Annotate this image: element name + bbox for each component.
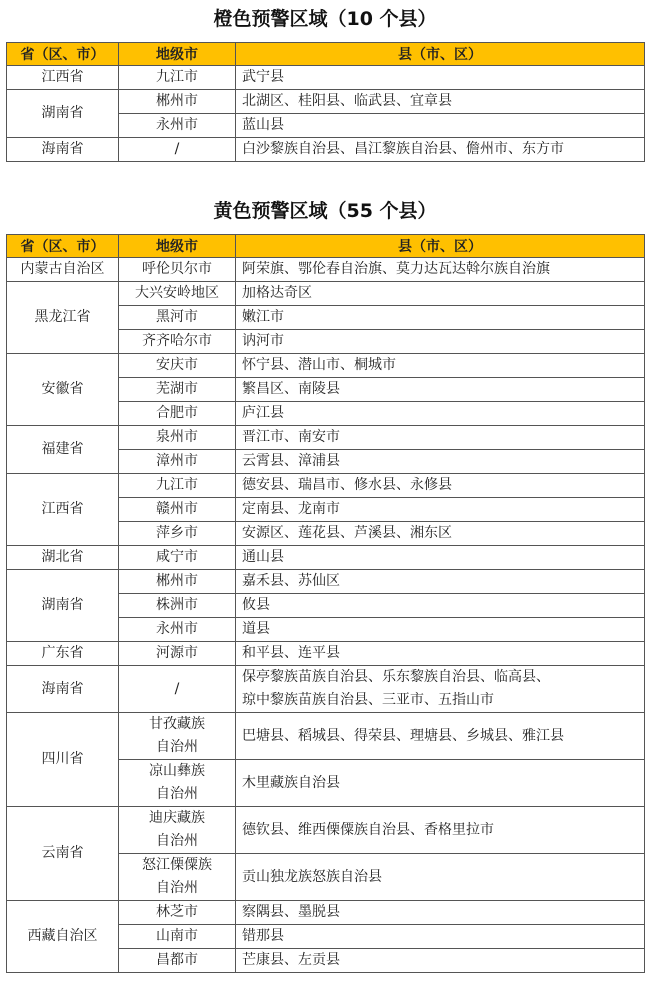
table-header-row xyxy=(7,235,645,258)
header-counties: 县（市、区） xyxy=(236,43,645,66)
counties-cell: 阿荣旗、鄂伦春自治旗、莫力达瓦达斡尔族自治旗 xyxy=(236,258,645,282)
city-cell xyxy=(119,807,236,854)
counties-cell: 攸县 xyxy=(236,594,645,618)
table-row xyxy=(7,474,645,498)
city-cell: 安庆市 xyxy=(119,354,236,378)
yellow-title: 黄色预警区域（55 个县） xyxy=(213,200,437,222)
city-cell xyxy=(119,854,236,901)
counties-cell: 木里藏族自治县 xyxy=(236,760,645,807)
city-line: 甘孜藏族 xyxy=(149,716,205,732)
province-cell: 广东省 xyxy=(7,642,119,666)
orange-title: 橙色预警区域（10 个县） xyxy=(213,8,437,30)
city-cell: 芜湖市 xyxy=(119,378,236,402)
city-cell: 永州市 xyxy=(119,114,236,138)
city-cell: / xyxy=(119,666,236,713)
city-cell: 萍乡市 xyxy=(119,522,236,546)
city-cell xyxy=(119,713,236,760)
city-cell: / xyxy=(119,138,236,162)
province-cell: 福建省 xyxy=(7,426,119,474)
city-cell: 九江市 xyxy=(119,474,236,498)
counties-cell: 德安县、瑞昌市、修水县、永修县 xyxy=(236,474,645,498)
counties-cell: 贡山独龙族怒族自治县 xyxy=(236,854,645,901)
counties-cell: 定南县、龙南市 xyxy=(236,498,645,522)
counties-cell: 德钦县、维西傈僳族自治县、香格里拉市 xyxy=(236,807,645,854)
counties-cell: 嘉禾县、苏仙区 xyxy=(236,570,645,594)
province-cell: 江西省 xyxy=(7,66,119,90)
header-province: 省（区、市） xyxy=(7,43,119,66)
province-cell: 内蒙古自治区 xyxy=(7,258,119,282)
counties-cell: 通山县 xyxy=(236,546,645,570)
counties-cell: 巴塘县、稻城县、得荣县、理塘县、乡城县、雅江县 xyxy=(236,713,645,760)
city-cell: 呼伦贝尔市 xyxy=(119,258,236,282)
city-line: 怒江傈僳族 xyxy=(142,857,212,873)
counties-cell: 白沙黎族自治县、昌江黎族自治县、儋州市、东方市 xyxy=(236,138,645,162)
province-cell: 黑龙江省 xyxy=(7,282,119,354)
counties-cell: 繁昌区、南陵县 xyxy=(236,378,645,402)
header-province: 省（区、市） xyxy=(7,235,119,258)
counties-cell: 道县 xyxy=(236,618,645,642)
table-row xyxy=(7,282,645,306)
counties-cell: 加格达奇区 xyxy=(236,282,645,306)
city-cell: 泉州市 xyxy=(119,426,236,450)
province-cell: 江西省 xyxy=(7,474,119,546)
city-line: 自治州 xyxy=(156,739,198,755)
city-cell: 赣州市 xyxy=(119,498,236,522)
counties-cell: 武宁县 xyxy=(236,66,645,90)
table-row xyxy=(7,354,645,378)
province-cell: 湖南省 xyxy=(7,570,119,642)
table-row xyxy=(7,90,645,114)
table-row xyxy=(7,901,645,925)
city-cell: 株洲市 xyxy=(119,594,236,618)
province-cell: 西藏自治区 xyxy=(7,901,119,973)
header-city: 地级市 xyxy=(119,235,236,258)
orange-warning-table xyxy=(6,42,645,162)
yellow-warning-table xyxy=(6,234,645,973)
counties-line: 保亭黎族苗族自治县、乐东黎族自治县、临高县、 xyxy=(242,669,550,685)
table-row xyxy=(7,642,645,666)
counties-cell: 北湖区、桂阳县、临武县、宜章县 xyxy=(236,90,645,114)
city-cell: 黑河市 xyxy=(119,306,236,330)
counties-cell: 嫩江市 xyxy=(236,306,645,330)
city-cell: 林芝市 xyxy=(119,901,236,925)
city-cell: 漳州市 xyxy=(119,450,236,474)
city-cell: 郴州市 xyxy=(119,90,236,114)
city-cell: 永州市 xyxy=(119,618,236,642)
table-row xyxy=(7,546,645,570)
counties-cell: 晋江市、南安市 xyxy=(236,426,645,450)
counties-cell: 芒康县、左贡县 xyxy=(236,949,645,973)
table-row xyxy=(7,570,645,594)
counties-cell: 怀宁县、潜山市、桐城市 xyxy=(236,354,645,378)
city-cell: 大兴安岭地区 xyxy=(119,282,236,306)
city-line: 迪庆藏族 xyxy=(149,810,205,826)
province-cell: 海南省 xyxy=(7,666,119,713)
province-cell: 湖北省 xyxy=(7,546,119,570)
province-cell: 湖南省 xyxy=(7,90,119,138)
city-cell: 咸宁市 xyxy=(119,546,236,570)
table-row xyxy=(7,138,645,162)
province-cell: 海南省 xyxy=(7,138,119,162)
header-counties: 县（市、区） xyxy=(236,235,645,258)
table-row xyxy=(7,666,645,713)
city-line: 自治州 xyxy=(156,880,198,896)
counties-cell: 庐江县 xyxy=(236,402,645,426)
table-row xyxy=(7,258,645,282)
city-line: 自治州 xyxy=(156,786,198,802)
counties-cell: 和平县、连平县 xyxy=(236,642,645,666)
table-row xyxy=(7,807,645,854)
city-cell: 河源市 xyxy=(119,642,236,666)
counties-cell: 云霄县、漳浦县 xyxy=(236,450,645,474)
city-cell: 合肥市 xyxy=(119,402,236,426)
city-cell: 昌都市 xyxy=(119,949,236,973)
city-line: 凉山彝族 xyxy=(149,763,205,779)
city-cell: 齐齐哈尔市 xyxy=(119,330,236,354)
counties-cell: 安源区、莲花县、芦溪县、湘东区 xyxy=(236,522,645,546)
counties-cell: 蓝山县 xyxy=(236,114,645,138)
city-cell xyxy=(119,760,236,807)
table-row xyxy=(7,426,645,450)
city-cell: 九江市 xyxy=(119,66,236,90)
city-cell: 山南市 xyxy=(119,925,236,949)
counties-line: 琼中黎族苗族自治县、三亚市、五指山市 xyxy=(242,692,494,708)
table-header-row xyxy=(7,43,645,66)
province-cell: 安徽省 xyxy=(7,354,119,426)
counties-cell: 察隅县、墨脱县 xyxy=(236,901,645,925)
table-row xyxy=(7,66,645,90)
province-cell: 云南省 xyxy=(7,807,119,901)
counties-cell: 错那县 xyxy=(236,925,645,949)
header-city: 地级市 xyxy=(119,43,236,66)
counties-cell: 讷河市 xyxy=(236,330,645,354)
city-cell: 郴州市 xyxy=(119,570,236,594)
province-cell: 四川省 xyxy=(7,713,119,807)
city-line: 自治州 xyxy=(156,833,198,849)
table-row xyxy=(7,713,645,760)
counties-cell xyxy=(236,666,645,713)
